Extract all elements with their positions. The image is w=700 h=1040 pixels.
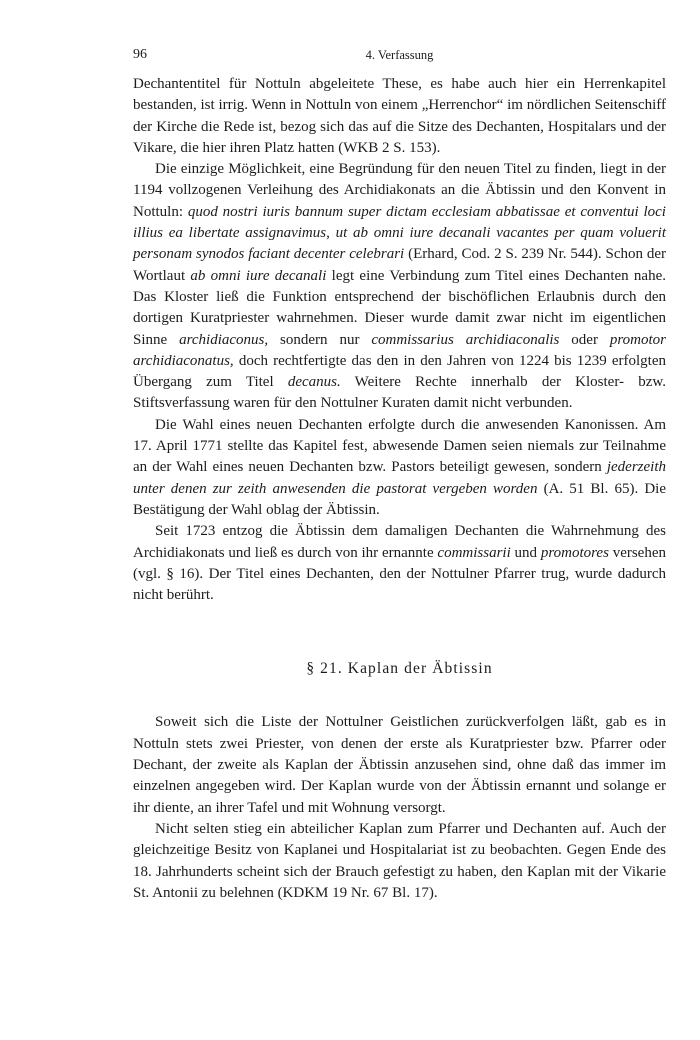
page-body (133, 74, 666, 904)
latin-quote: promotores (540, 544, 609, 561)
text-run: sondern nur (268, 331, 372, 348)
text-block-section-21 (133, 712, 666, 904)
latin-quote: promotor archidiaconatus, (133, 331, 666, 369)
text-block-section-20 (133, 74, 666, 606)
text-run: (A. 51 Bl. 65). Die Bestätigung der Wahl oblag der Äbtissin. (133, 480, 667, 518)
latin-quote: decanus. (287, 374, 341, 391)
text-run: Soweit sich die Liste der Nottulner Geistlichen zurückverfolgen läßt, gab es in Nottuln stets zwei Priester, von denen der erste als Kuratpriester bzw. Pfarrer oder Dechant, der zweite als Kaplan der Äbtissin anzusehen sind, ohne daß das immer im einzelnen angegeben wird. Der Kaplan wurde von der Äbtissin ernannt und solange er ihr diente, an ihrer Tafel und mit Wohnung versorgt. (133, 714, 666, 816)
latin-quote: commissarius archidiaconalis (371, 331, 560, 348)
paragraph (133, 819, 666, 904)
text-run: und (510, 544, 541, 561)
text-run: Dechantentitel für Nottuln abgeleitete These, es habe auch hier ein Herrenkapitel bestanden, ist irrig. Wenn in Nottuln von einem „Herrenchor“ im nördlichen Seitenschiff der Kirche die Rede ist, bezog sich das auf die Sitze des Dechanten, Hospitalars und der Vikare, die hier ihren Platz hatten (WKB 2 S. 153). (133, 76, 666, 156)
text-run: Die einzige Möglichkeit, eine Begründung für den neuen Titel zu finden, liegt in der 1194 vollzogenen Verleihung des Archidiakonats an die Äbtissin und den Konvent in Nottuln: (133, 161, 666, 220)
text-run: Seit 1723 entzog die Äbtissin dem damaligen Dechanten die Wahrnehmung des Archidiakonats und ließ es durch von ihr ernannte (133, 523, 666, 561)
page-header (133, 46, 666, 64)
section-heading: § 21. Kaplan der Äbtissin (306, 660, 493, 678)
text-run: Weitere Rechte innerhalb der Kloster- bzw. Stiftsverfassung waren für den Nottulner Kuraten damit nicht verbunden. (133, 374, 666, 412)
paragraph (133, 159, 666, 415)
text-run: Die Wahl eines neuen Dechanten erfolgte durch die anwesenden Kanonissen. Am 17. April 1771 stellte das Kapitel fest, abwesende Damen seien niemals zur Teilnahme an der Wahl eines neuen Dechanten bzw. Pastors beteiligt gewesen, sondern (133, 416, 666, 476)
text-run: versehen (vgl. § 16). Der Titel eines Dechanten, den der Nottulner Pfarrer trug, wurde dadurch nicht berührt. (133, 544, 667, 604)
running-title: 4. Verfassung (365, 48, 434, 62)
latin-quote: commissarii (437, 544, 511, 561)
latin-quote: archidiaconus, (179, 331, 269, 348)
text-run: doch rechtfertigte das den in den Jahren von 1224 bis 1239 erfolgten Übergang zum Titel (133, 352, 666, 391)
paragraph (133, 521, 666, 606)
text-run: legt eine Verbindung zum Titel eines Dechanten nahe. Das Kloster ließ die Funktion entsprechend der bischöflichen Erlaubnis durch den dortigen Kuratpriester wahrnehmen. Dieser wurde damit zwar nicht im eigentlichen Sinne (133, 267, 666, 348)
latin-quote: jederzeith unter denen zur zeith anwesenden die pastorat vergeben worden (133, 459, 666, 497)
text-run: Nicht selten stieg ein abteilicher Kaplan zum Pfarrer und Dechanten auf. Auch der gleichzeitige Besitz von Kaplanei und Hospitalariat ist zu beobachten. Gegen Ende des 18. Jahrhunderts scheint sich der Brauch gefestigt zu haben, den Kaplan mit der Vikarie St. Antonii zu belehnen (KDKM 19 Nr. 67 Bl. 17). (133, 820, 666, 901)
text-run: (Erhard, Cod. 2 S. 239 Nr. 544). Schon der Wortlaut (133, 246, 666, 284)
latin-quote: ab omni iure decanali (190, 267, 327, 284)
paragraph (133, 74, 666, 159)
text-run: oder (559, 331, 610, 348)
latin-quote: quod nostri iuris bannum super dictam ecclesiam abbatissae et conventui loci illius ea libertate assignavimus, ut ab omni iure decanali vacantes per quam voluerit personam synodos faciant decenter celebrari (133, 203, 666, 263)
paragraph (133, 712, 666, 818)
paragraph (133, 415, 666, 521)
page-number: 96 (133, 47, 147, 62)
